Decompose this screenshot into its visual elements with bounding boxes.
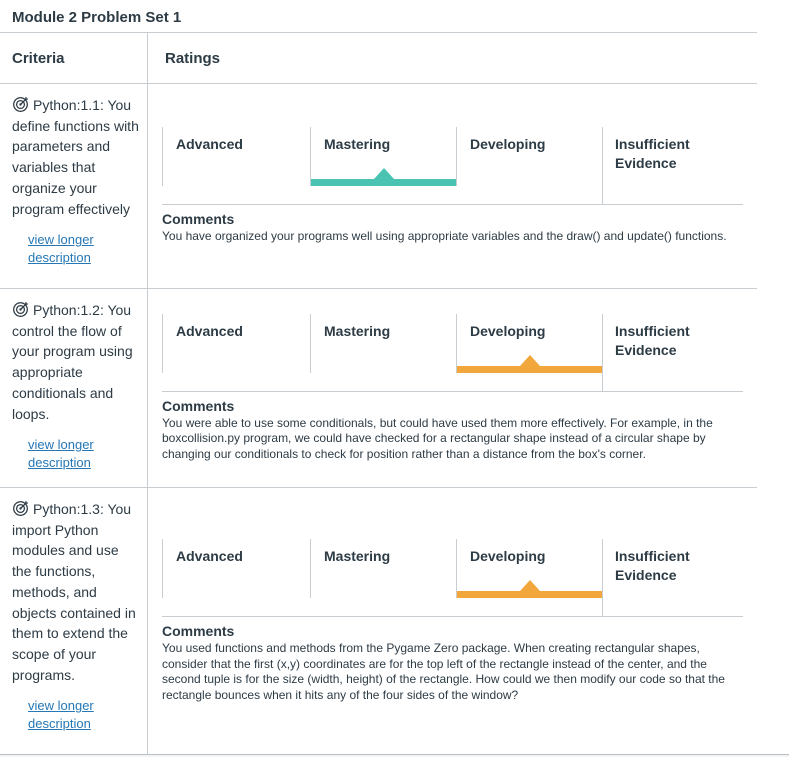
rating-mastering (310, 314, 456, 373)
comments-section (162, 391, 743, 463)
rating-developing (456, 127, 602, 186)
rating-label: Advanced (176, 548, 243, 564)
criterion-row (0, 289, 757, 488)
ratings-column-header: Ratings (165, 50, 221, 67)
rating-insufficient-evidence (602, 314, 757, 373)
comment-text: You used functions and methods from the Pygame Zero package. When creating rectangular shapes, consider that the first (x,y) coordinates are for the top left of the rectangle instead of the center, and the second tuple is for the size (width, height) of the rectangle. How could we then modify our code so that the rectangle bounces when it hits any of the four sides of the window? (162, 641, 725, 702)
rating-developing (456, 539, 602, 598)
page-title: Module 2 Problem Set 1 (0, 0, 757, 33)
comments-section (162, 616, 743, 703)
rating-label: Insufficient Evidence (615, 136, 690, 172)
rating-label: Developing (470, 322, 546, 339)
comments-label: Comments (162, 211, 235, 228)
rating-label: Advanced (176, 322, 243, 339)
rating-mastering (310, 539, 456, 598)
rating-label: Insufficient Evidence (615, 322, 690, 358)
criterion-description (12, 95, 139, 219)
rating-advanced (162, 127, 310, 186)
rating-advanced (162, 314, 310, 373)
criteria-column-header: Criteria (0, 33, 148, 83)
criterion-text: Python:1.1: You define functions with parameters and variables that organize your program effectively (12, 97, 139, 217)
rubric-table-header (0, 33, 757, 84)
outcome-target-icon (12, 96, 29, 113)
criterion-row (0, 84, 757, 289)
ratings-scale (162, 539, 757, 598)
selected-rating-caret (374, 168, 394, 179)
rating-label: Mastering (324, 136, 391, 153)
selected-rating-caret (520, 355, 540, 366)
ratings-cell (148, 289, 757, 487)
selected-rating-caret (520, 580, 540, 591)
criterion-cell (0, 289, 148, 487)
criterion-text: Python:1.2: You control the flow of your program using appropriate conditionals and loops. (12, 302, 133, 422)
view-longer-description-link[interactable]: view longer description (28, 232, 94, 266)
comments-section (162, 204, 743, 245)
view-longer-description-link[interactable]: view longer description (28, 698, 94, 732)
criterion-cell (0, 84, 148, 288)
rating-label: Insufficient Evidence (615, 548, 690, 583)
outcome-target-icon (12, 500, 29, 517)
comments-label: Comments (162, 397, 235, 414)
outcome-target-icon (12, 301, 29, 318)
rating-insufficient-evidence (602, 127, 757, 186)
ratings-cell (148, 84, 757, 288)
ratings-scale (162, 314, 757, 373)
rating-label: Developing (470, 548, 546, 564)
criterion-description (12, 300, 139, 424)
criterion-cell (0, 488, 148, 754)
rating-label: Developing (470, 136, 546, 153)
rating-advanced (162, 539, 310, 598)
comment-text: You were able to use some conditionals, but could have used them more effectively. For example, in the boxcollision.py program, we could have checked for a rectangular shape instead of a circular shape by changing our conditionals to check for position rather than a distance from the box's corner. (162, 415, 713, 461)
rating-developing (456, 314, 602, 373)
rating-label: Advanced (176, 136, 243, 153)
ratings-cell (148, 488, 757, 754)
criterion-description (12, 499, 139, 685)
rating-label: Mastering (324, 322, 391, 339)
rating-label: Mastering (324, 548, 391, 564)
criterion-row (0, 488, 757, 754)
comments-label: Comments (162, 623, 235, 639)
criterion-text: Python:1.3: You import Python modules and use the functions, methods, and objects contained in them to extend the scope of your programs. (12, 501, 136, 683)
comment-text: You have organized your programs well using appropriate variables and the draw() and update() functions. (162, 229, 727, 244)
ratings-scale (162, 127, 757, 186)
view-longer-description-link[interactable]: view longer description (28, 437, 94, 471)
rating-insufficient-evidence (602, 539, 757, 598)
rating-mastering (310, 127, 456, 186)
